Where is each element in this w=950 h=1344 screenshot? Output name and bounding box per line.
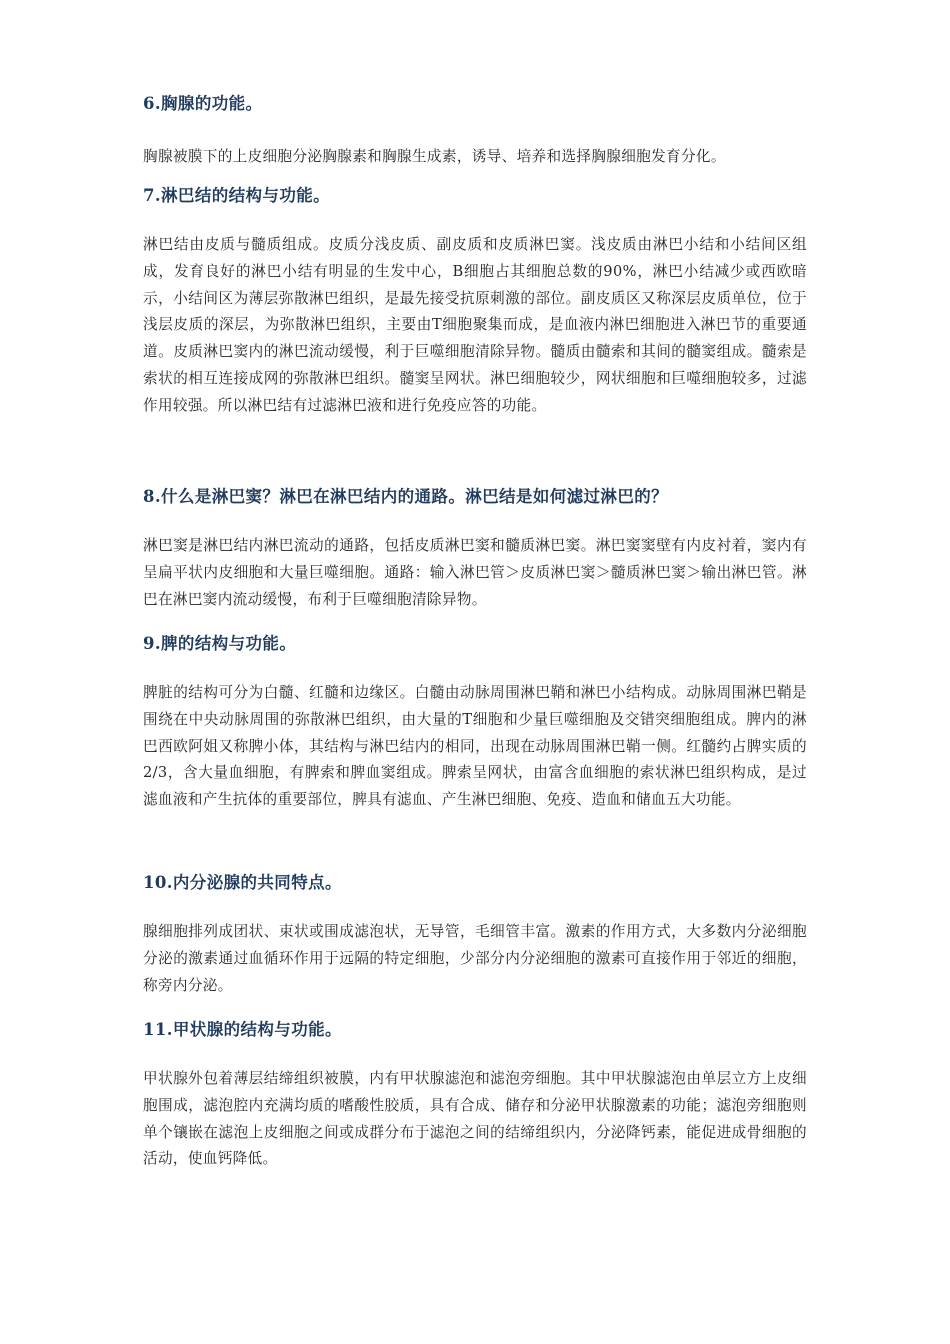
section-body-lymph-node-structure: 淋巴结由皮质与髓质组成。皮质分浅皮质、副皮质和皮质淋巴窦。浅皮质由淋巴小结和小结间区组成，发育良好的淋巴小结有明显的生发中心，B细胞占其细胞总数的90%，淋巴小结减少或西欧暗示，小结间区为薄层弥散淋巴组织，是最先接受抗原刺激的部位。副皮质区又称深层皮质单位，位于浅层皮质的深层，为弥散淋巴组织，主要由T细胞聚集而成，是血液内淋巴细胞进入淋巴节的重要通道。皮质淋巴窦内的淋巴流动缓慢，利于巨噬细胞清除异物。髓质由髓索和其间的髓窦组成。髓索是索状的相互连接成网的弥散淋巴组织。髓窦呈网状。淋巴细胞较少，网状细胞和巨噬细胞较多，过滤作用较强。所以淋巴结有过滤淋巴液和进行免疫应答的功能。 xyxy=(143,236,807,414)
section-title-spleen: 9.脾的结构与功能。 xyxy=(143,634,297,653)
section-body-spleen: 脾脏的结构可分为白髓、红髓和边缘区。白髓由动脉周围淋巴鞘和淋巴小结构成。动脉周围淋巴鞘是围绕在中央动脉周围的弥散淋巴组织，由大量的T细胞和少量巨噬细胞及交错突细胞组成。脾内的淋巴西欧阿姐又称脾小体，其结构与淋巴结内的相同，出现在动脉周围淋巴鞘一侧。红髓约占脾实质的2/3，含大量血细胞，有脾索和脾血窦组成。脾索呈网状，由富含血细胞的索状淋巴组织构成，是过滤血液和产生抗体的重要部位，脾具有滤血、产生淋巴细胞、免疫、造血和储血五大功能。 xyxy=(143,684,807,809)
section-title-thymus-function: 6.胸腺的功能。 xyxy=(143,94,263,113)
section-body-endocrine-gland: 腺细胞排列成团状、束状或围成滤泡状，无导管，毛细管丰富。激素的作用方式，大多数内分泌细胞分泌的激素通过血循环作用于远隔的特定细胞，少部分内分泌细胞的激素可直接作用于邻近的细胞，称旁内分泌。 xyxy=(143,923,807,994)
section-title-lymph-node-structure: 7.淋巴结的结构与功能。 xyxy=(143,186,331,205)
section-title-lymph-sinus: 8.什么是淋巴窦？淋巴在淋巴结内的通路。淋巴结是如何滤过淋巴的？ xyxy=(143,487,669,506)
section-body-lymph-sinus: 淋巴窦是淋巴结内淋巴流动的通路，包括皮质淋巴窦和髓质淋巴窦。淋巴窦窦壁有内皮衬着，窦内有呈扁平状内皮细胞和大量巨噬细胞。通路：输入淋巴管＞皮质淋巴窦＞髓质淋巴窦＞输出淋巴管。淋巴在淋巴窦内流动缓慢，布利于巨噬细胞清除异物。 xyxy=(143,537,807,608)
section-title-endocrine-gland: 10.内分泌腺的共同特点。 xyxy=(143,873,342,892)
section-body-thyroid: 甲状腺外包着薄层结缔组织被膜，内有甲状腺滤泡和滤泡旁细胞。其中甲状腺滤泡由单层立方上皮细胞围成，滤泡腔内充满均质的嗜酸性胶质，具有合成、储存和分泌甲状腺激素的功能；滤泡旁细胞则单个镶嵌在滤泡上皮细胞之间或成群分布于滤泡之间的结缔组织内，分泌降钙素，能促进成骨细胞的活动，使血钙降低。 xyxy=(143,1070,807,1168)
section-body-thymus-function: 胸腺被膜下的上皮细胞分泌胸腺素和胸腺生成素，诱导、培养和选择胸腺细胞发育分化。 xyxy=(143,148,726,165)
section-title-thyroid: 11.甲状腺的结构与功能。 xyxy=(143,1020,342,1039)
